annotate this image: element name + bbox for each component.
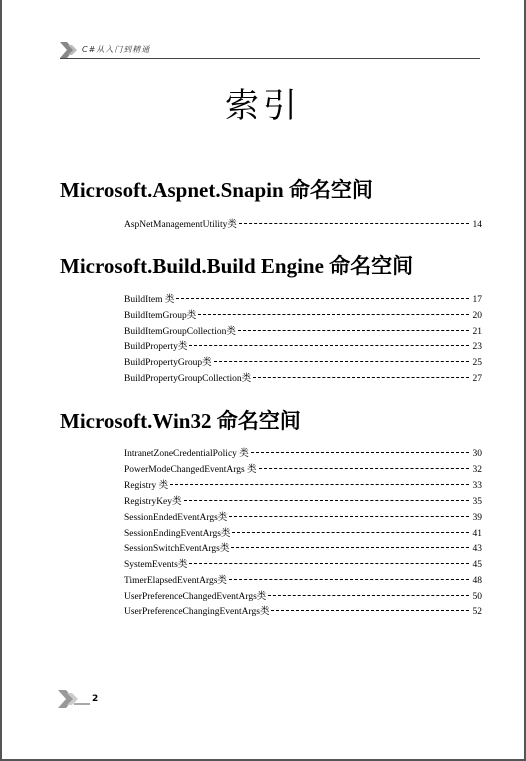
dot-leader bbox=[259, 468, 469, 469]
entry-page: 23 bbox=[472, 342, 482, 352]
entry-label: SessionEndingEventArgs类 bbox=[124, 529, 231, 539]
entry-label: SessionEndedEventArgs类 bbox=[124, 513, 228, 523]
entry-label: BuildItemGroup类 bbox=[124, 311, 197, 321]
index-entry[interactable] bbox=[124, 575, 482, 587]
entry-page: 27 bbox=[472, 374, 482, 384]
entry-label: UserPreferenceChangedEventArgs类 bbox=[124, 592, 267, 602]
entry-page: 32 bbox=[472, 465, 482, 475]
dot-leader bbox=[229, 516, 468, 517]
index-entry[interactable] bbox=[124, 559, 482, 571]
entry-page: 50 bbox=[472, 592, 482, 602]
index-entry[interactable] bbox=[124, 326, 482, 338]
entry-page: 14 bbox=[472, 220, 482, 230]
entry-page: 21 bbox=[472, 327, 482, 337]
dot-leader bbox=[232, 532, 468, 533]
entry-page: 20 bbox=[472, 311, 482, 321]
entry-page: 30 bbox=[472, 449, 482, 459]
entry-page: 48 bbox=[472, 576, 482, 586]
index-entry[interactable] bbox=[124, 528, 482, 540]
entry-label: UserPreferenceChangingEventArgs类 bbox=[124, 607, 270, 617]
dot-leader bbox=[253, 377, 468, 378]
section-heading-aspnet-snapin: Microsoft.Aspnet.Snapin 命名空间 bbox=[60, 178, 373, 202]
chevron-footer-icon bbox=[58, 690, 92, 708]
entry-label: RegistryKey类 bbox=[124, 497, 182, 507]
index-entry[interactable] bbox=[124, 512, 482, 524]
entry-label: SessionSwitchEventArgs类 bbox=[124, 544, 230, 554]
chevron-logo-icon bbox=[60, 42, 82, 58]
entry-page: 39 bbox=[472, 513, 482, 523]
entry-label: BuildProperty类 bbox=[124, 342, 188, 352]
entry-label: SystemEvents类 bbox=[124, 560, 188, 570]
entry-page: 45 bbox=[472, 560, 482, 570]
entry-page: 33 bbox=[472, 481, 482, 491]
entry-label: AspNetManagementUtility类 bbox=[124, 220, 237, 230]
index-entry[interactable] bbox=[124, 294, 482, 306]
entry-label: BuildItem 类 bbox=[124, 295, 175, 305]
entry-page: 41 bbox=[472, 529, 482, 539]
index-entry[interactable] bbox=[124, 373, 482, 385]
section-heading-build-engine: Microsoft.Build.Build Engine 命名空间 bbox=[60, 254, 414, 278]
index-entry[interactable] bbox=[124, 219, 482, 231]
dot-leader bbox=[251, 452, 469, 453]
dot-leader bbox=[184, 500, 469, 501]
dot-leader bbox=[231, 547, 468, 548]
entry-page: 17 bbox=[472, 295, 482, 305]
page-title: 索引 bbox=[225, 86, 301, 126]
index-entry[interactable] bbox=[124, 591, 482, 603]
page-number: 2 bbox=[92, 694, 99, 704]
entry-label: BuildItemGroupCollection类 bbox=[124, 327, 236, 337]
dot-leader bbox=[176, 298, 468, 299]
entry-label: BuildPropertyGroup类 bbox=[124, 358, 212, 368]
section-heading-win32: Microsoft.Win32 命名空间 bbox=[60, 409, 301, 433]
index-entry[interactable] bbox=[124, 310, 482, 322]
entry-page: 43 bbox=[472, 544, 482, 554]
index-entry[interactable] bbox=[124, 543, 482, 555]
entry-page: 35 bbox=[472, 497, 482, 507]
dot-leader bbox=[170, 484, 468, 485]
dot-leader bbox=[239, 223, 469, 224]
index-entry[interactable] bbox=[124, 448, 482, 460]
dot-leader bbox=[271, 610, 468, 611]
entry-label: IntranetZoneCredentialPolicy 类 bbox=[124, 449, 249, 459]
dot-leader bbox=[229, 579, 469, 580]
header-rule bbox=[60, 58, 480, 59]
dot-leader bbox=[198, 314, 468, 315]
entry-label: BuildPropertyGroupCollection类 bbox=[124, 374, 252, 384]
dot-leader bbox=[268, 595, 468, 596]
entry-label: Registry 类 bbox=[124, 481, 169, 491]
entry-label: TimerElapsedEventArgs类 bbox=[124, 576, 227, 586]
dot-leader bbox=[238, 330, 469, 331]
entry-label: PowerModeChangedEventArgs 类 bbox=[124, 465, 257, 475]
index-entry[interactable] bbox=[124, 606, 482, 618]
header-book-title: C#从入门到精通 bbox=[82, 45, 151, 54]
entry-page: 52 bbox=[472, 607, 482, 617]
dot-leader bbox=[214, 361, 469, 362]
index-entry[interactable] bbox=[124, 357, 482, 369]
entry-page: 25 bbox=[472, 358, 482, 368]
index-entry[interactable] bbox=[124, 341, 482, 353]
index-entry[interactable] bbox=[124, 480, 482, 492]
index-entry[interactable] bbox=[124, 496, 482, 508]
index-entry[interactable] bbox=[124, 464, 482, 476]
dot-leader bbox=[189, 345, 468, 346]
dot-leader bbox=[189, 563, 468, 564]
